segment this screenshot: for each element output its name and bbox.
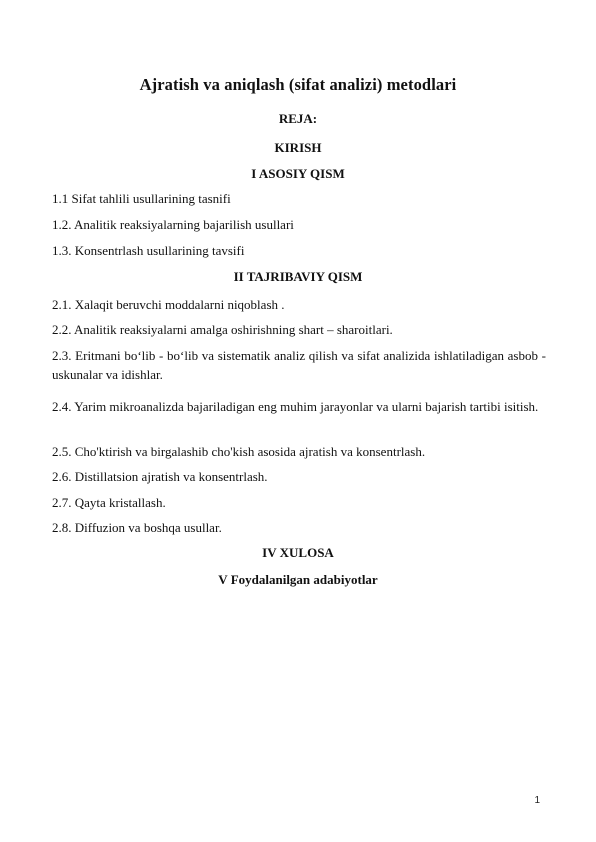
toc-item-1-1: 1.1 Sifat tahlili usullarining tasnifi: [52, 191, 231, 206]
toc-item-2-5: 2.5. Cho'ktirish va birgalashib cho'kish asosida ajratish va konsentrlash.: [52, 444, 426, 459]
section-1-heading: I ASOSIY QISM: [251, 166, 345, 181]
section-2-heading: II TAJRIBAVIY QISM: [233, 269, 363, 284]
plan-heading: REJA:: [278, 111, 318, 126]
toc-item-2-4: 2.4. Yarim mikroanalizda bajariladigan eng muhim jarayonlar va ularni bajarish tartibi isitish.: [52, 399, 539, 414]
references-heading: V Foydalanilgan adabiyotlar: [218, 572, 378, 587]
toc-item-2-2: 2.2. Analitik reaksiyalarni amalga oshirishning shart – sharoitlari.: [52, 322, 393, 337]
intro-heading: KIRISH: [274, 140, 322, 155]
toc-item-2-7: 2.7. Qayta kristallash.: [52, 495, 166, 510]
toc-item-1-3: 1.3. Konsentrlash usullarining tavsifi: [52, 243, 245, 258]
toc-item-2-8: 2.8. Diffuzion va boshqa usullar.: [52, 520, 222, 535]
toc-item-2-6: 2.6. Distillatsion ajratish va konsentrlash.: [52, 469, 268, 484]
conclusion-heading: IV XULOSA: [262, 545, 334, 560]
page-number: 1: [534, 795, 540, 806]
document-title: Ajratish va aniqlash (sifat analizi) metodlari: [139, 75, 457, 94]
toc-item-1-2: 1.2. Analitik reaksiyalarning bajarilish usullari: [52, 217, 294, 232]
toc-item-2-1: 2.1. Xalaqit beruvchi moddalarni niqoblash .: [52, 297, 285, 312]
toc-item-2-3: 2.3. Eritmani bo‘lib - bo‘lib va sistematik analiz qilish va sifat analizida ishlatiladigan asbob - uskunalar va idishlar.: [52, 348, 546, 382]
